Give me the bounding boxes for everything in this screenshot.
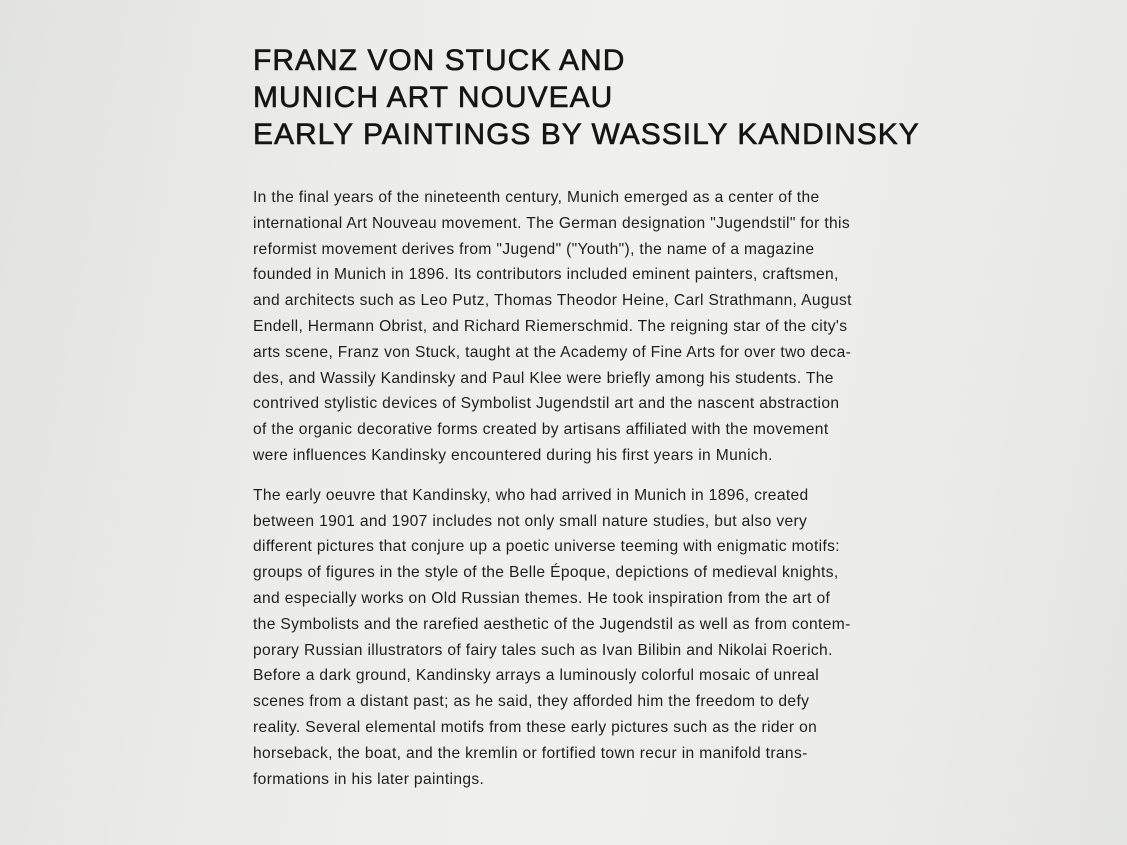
text-line: contrived stylistic devices of Symbolist Jugendstil art and the nascent abstraction	[253, 395, 840, 413]
text-line: The early oeuvre that Kandinsky, who had arrived in Munich in 1896, created	[253, 486, 809, 504]
text-line: and architects such as Leo Putz, Thomas Theodor Heine, Carl Strathmann, August	[253, 292, 852, 310]
exhibition-title	[253, 42, 953, 153]
wall-text-panel	[253, 42, 953, 792]
text-line: between 1901 and 1907 includes not only small nature studies, but also very	[253, 512, 808, 530]
text-line: horseback, the boat, and the kremlin or fortified town recur in manifold trans-	[253, 744, 808, 762]
text-line: groups of figures in the style of the Belle Époque, depictions of medieval knights,	[253, 564, 839, 582]
text-line: des, and Wassily Kandinsky and Paul Klee were briefly among his students. The	[253, 369, 834, 387]
text-line: Endell, Hermann Obrist, and Richard Riemerschmid. The reigning star of the city's	[253, 317, 848, 335]
text-line: porary Russian illustrators of fairy tales such as Ivan Bilibin and Nikolai Roerich.	[253, 641, 833, 659]
paragraph-intro	[253, 185, 953, 469]
title-line: MUNICH ART NOUVEAU	[253, 81, 614, 114]
text-line: reality. Several elemental motifs from these early pictures such as the rider on	[253, 718, 818, 736]
text-line: Before a dark ground, Kandinsky arrays a luminously colorful mosaic of unreal	[253, 667, 820, 685]
title-line: FRANZ VON STUCK AND	[253, 44, 626, 77]
body-text	[253, 185, 953, 792]
paragraph-early-oeuvre	[253, 483, 953, 793]
title-line: EARLY PAINTINGS BY WASSILY KANDINSKY	[253, 118, 920, 151]
text-line: international Art Nouveau movement. The German designation "Jugendstil" for this	[253, 214, 851, 232]
text-line: arts scene, Franz von Stuck, taught at the Academy of Fine Arts for over two deca-	[253, 343, 852, 361]
text-line: the Symbolists and the rarefied aesthetic of the Jugendstil as well as from contem-	[253, 615, 851, 633]
text-line: formations in his later paintings.	[253, 770, 485, 788]
text-line: In the final years of the nineteenth century, Munich emerged as a center of the	[253, 189, 820, 206]
text-line: founded in Munich in 1896. Its contributors included eminent painters, craftsmen,	[253, 266, 839, 284]
text-line: of the organic decorative forms created by artisans affiliated with the movement	[253, 421, 829, 439]
text-line: and especially works on Old Russian themes. He took inspiration from the art of	[253, 589, 831, 607]
text-line: were influences Kandinsky encountered during his first years in Munich.	[253, 446, 773, 464]
text-line: different pictures that conjure up a poetic universe teeming with enigmatic motifs:	[253, 538, 840, 556]
text-line: scenes from a distant past; as he said, they afforded him the freedom to defy	[253, 693, 810, 711]
text-line: reformist movement derives from "Jugend" ("Youth"), the name of a magazine	[253, 240, 815, 258]
